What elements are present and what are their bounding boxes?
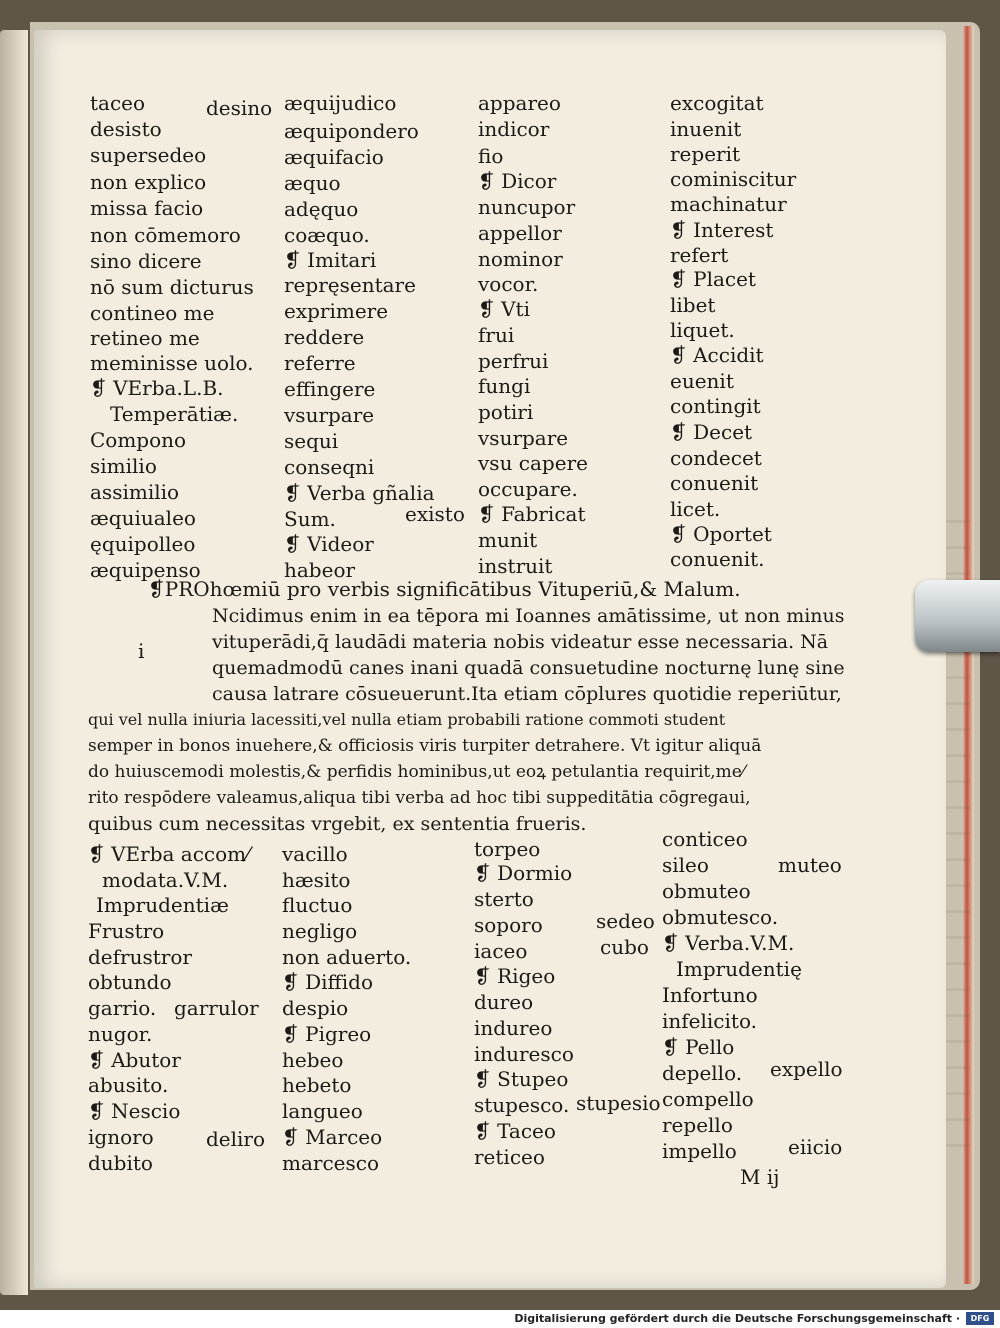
section-title: ❡PROhœmiū pro verbis significātibus Vituperiū,& Malum. xyxy=(148,577,741,601)
text-line: missa facio xyxy=(90,196,204,220)
text-line: contineo me xyxy=(90,301,215,325)
text-line: fio xyxy=(478,144,504,168)
text-line: vsurpare xyxy=(284,403,375,427)
text-line: licet. xyxy=(670,497,721,521)
text-line: torpeo xyxy=(474,837,541,861)
text-line: excogitat xyxy=(670,91,764,115)
text-line: occupare. xyxy=(478,477,578,501)
text-line: nominor xyxy=(478,247,563,271)
text-line: hebeto xyxy=(282,1073,352,1097)
text-line: munit xyxy=(478,528,538,552)
text-line: conticeo xyxy=(662,827,748,851)
text-line: non cōmemoro xyxy=(90,223,241,247)
text-line: cubo xyxy=(600,935,649,959)
text-line: Compono xyxy=(90,428,187,452)
prose-line: semper in bonos inuehere,& officiosis viris turpiter detrahere. Vt igitur aliquā xyxy=(88,736,762,756)
text-line: negligo xyxy=(282,919,358,943)
text-line: machinatur xyxy=(670,192,787,216)
text-line: Imprudentię xyxy=(676,957,802,981)
prose-line: quemadmodū canes inani quadā consuetudine nocturnę lunę sine xyxy=(212,657,845,679)
text-line: obtundo xyxy=(88,970,172,994)
text-line: hebeo xyxy=(282,1048,344,1072)
footer-bar xyxy=(0,1310,1000,1328)
text-line: Sum. xyxy=(284,507,336,531)
text-line: ❡ Pigreo xyxy=(282,1022,372,1046)
text-line: taceo xyxy=(90,91,146,115)
text-line: habeor xyxy=(284,558,356,582)
text-line: Temperātiæ. xyxy=(110,402,239,426)
text-line: æquipondero xyxy=(284,119,419,143)
text-line: ❡ Imitari xyxy=(284,248,377,272)
text-line: muteo xyxy=(778,853,842,877)
text-line: perfrui xyxy=(478,349,549,373)
text-line: liquet. xyxy=(670,318,735,342)
text-line: assimilio xyxy=(90,480,180,504)
text-line: vocor. xyxy=(478,272,539,296)
text-line: non explico xyxy=(90,170,207,194)
text-line: exprimere xyxy=(284,299,389,323)
prose-line: Ncidimus enim in ea tēpora mi Ioannes amātissime, ut non minus xyxy=(212,605,845,627)
text-line: obmuteo xyxy=(662,879,751,903)
text-line: vacillo xyxy=(282,842,348,866)
text-line: effingere xyxy=(284,377,376,401)
text-line: ❡ Decet xyxy=(670,420,753,444)
text-line: æquiualeo xyxy=(90,506,196,530)
text-line: nō sum dicturus xyxy=(90,275,254,299)
text-line: æquipenso xyxy=(90,558,201,582)
text-line: ❡ Verba.V.M. xyxy=(662,931,795,955)
text-line: æquo xyxy=(284,171,341,195)
text-line: ❡ Pello xyxy=(662,1035,735,1059)
text-line: impello xyxy=(662,1139,737,1163)
text-line: depello. xyxy=(662,1061,743,1085)
text-line: reddere xyxy=(284,325,365,349)
text-line: abusito. xyxy=(88,1073,169,1097)
text-line: deliro xyxy=(206,1127,266,1151)
text-line: Frustro xyxy=(88,919,165,943)
text-line: desino xyxy=(206,96,273,120)
text-line: ❡ Fabricat xyxy=(478,502,586,526)
text-line: euenit xyxy=(670,369,734,393)
text-line: ❡ Dormio xyxy=(474,861,573,885)
text-line: expello xyxy=(770,1057,843,1081)
text-line: defrustror xyxy=(88,945,192,969)
text-line: infelicito. xyxy=(662,1009,757,1033)
text-line: potiri xyxy=(478,400,534,424)
text-line: appellor xyxy=(478,221,562,245)
text-line: coæquo. xyxy=(284,223,370,247)
text-line: ❡ VErba accom⁄ xyxy=(88,842,250,866)
prose-line: rito respōdere valeamus,aliqua tibi verba ad hoc tibi suppeditātia cōgregaui, xyxy=(88,788,751,808)
text-line: adęquo xyxy=(284,197,359,221)
text-line: langueo xyxy=(282,1099,363,1123)
text-line: ❡ Videor xyxy=(284,532,374,556)
text-line: indicor xyxy=(478,117,550,141)
text-line: sterto xyxy=(474,887,534,911)
text-line: garrio. xyxy=(88,996,157,1020)
text-line: ❡ Stupeo xyxy=(474,1067,569,1091)
text-line: nugor. xyxy=(88,1022,153,1046)
text-line: frui xyxy=(478,323,515,347)
text-line: repręsentare xyxy=(284,273,416,297)
text-line: stupesco. xyxy=(474,1093,570,1117)
text-line: similio xyxy=(90,454,157,478)
text-line: existo xyxy=(405,502,465,526)
text-line: appareo xyxy=(478,91,561,115)
text-line: obmutesco. xyxy=(662,905,779,929)
text-line: cominiscitur xyxy=(670,167,797,191)
text-line: supersedeo xyxy=(90,143,207,167)
text-line: conuenit. xyxy=(670,547,765,571)
text-line: hæsito xyxy=(282,868,351,892)
text-line: vsurpare xyxy=(478,426,569,450)
text-line: ❡ Diffido xyxy=(282,970,373,994)
text-line: dubito xyxy=(88,1151,153,1175)
text-line: referre xyxy=(284,351,356,375)
initial-letter: i xyxy=(138,639,145,663)
text-line: nuncupor xyxy=(478,195,576,219)
text-line: æquifacio xyxy=(284,145,384,169)
text-line: sedeo xyxy=(596,909,655,933)
text-line: ❡ Abutor xyxy=(88,1048,181,1072)
text-line: compello xyxy=(662,1087,754,1111)
text-line: induresco xyxy=(474,1042,574,1066)
text-line: conseqni xyxy=(284,455,375,479)
text-line: contingit xyxy=(670,394,761,418)
text-line: conuenit xyxy=(670,471,759,495)
text-line: ❡ Vti xyxy=(478,297,530,321)
text-line: iaceo xyxy=(474,939,528,963)
text-line: ❡ Marceo xyxy=(282,1125,383,1149)
text-line: despio xyxy=(282,996,349,1020)
text-line: sino dicere xyxy=(90,249,202,273)
text-line: non aduerto. xyxy=(282,945,412,969)
text-line: reperit xyxy=(670,142,741,166)
text-line: meminisse uolo. xyxy=(90,351,254,375)
funding-credit: Digitalisierung gefördert durch die Deutsche Forschungsgemeinschaft · xyxy=(514,1312,960,1325)
text-line: æquijudico xyxy=(284,91,397,115)
text-line: indureo xyxy=(474,1016,553,1040)
prose-line: causa latrare cōsueuerunt.Ita etiam cōplures quotidie reperiūtur, xyxy=(212,683,842,705)
text-line: ❡ Nescio xyxy=(88,1099,181,1123)
text-line: condecet xyxy=(670,446,762,470)
text-line: refert xyxy=(670,243,729,267)
text-line: ignoro xyxy=(88,1125,154,1149)
text-line: marcesco xyxy=(282,1151,379,1175)
text-line: retineo me xyxy=(90,326,200,350)
text-line: Infortuno xyxy=(662,983,758,1007)
text-line: sequi xyxy=(284,429,339,453)
text-line: vsu capere xyxy=(478,451,588,475)
text-line: soporo xyxy=(474,913,543,937)
prose-line: quibus cum necessitas vrgebit, ex sententia frueris. xyxy=(88,813,587,835)
signature-mark: M ij xyxy=(740,1165,780,1189)
text-line: garrulor xyxy=(174,996,259,1020)
text-line: ❡ Accidit xyxy=(670,343,764,367)
text-line: Imprudentiæ xyxy=(96,893,229,917)
text-line: reticeo xyxy=(474,1145,545,1169)
text-line: libet xyxy=(670,293,716,317)
text-line: fungi xyxy=(478,374,531,398)
text-line: repello xyxy=(662,1113,733,1137)
text-line: ❡ Placet xyxy=(670,267,756,291)
metal-clasp xyxy=(915,580,1000,652)
text-line: ❡ Verba gñalia xyxy=(284,481,435,505)
text-line: modata.V.M. xyxy=(102,868,229,892)
text-line: sileo xyxy=(662,853,709,877)
text-line: dureo xyxy=(474,990,534,1014)
text-line: inuenit xyxy=(670,117,742,141)
text-line: ❡ Dicor xyxy=(478,169,557,193)
text-line: instruit xyxy=(478,554,553,578)
text-line: eiicio xyxy=(788,1135,843,1159)
prose-line: vituperādi,q̄ laudādi materia nobis videatur esse necessaria. Nā xyxy=(212,631,829,653)
text-line: ęquipolleo xyxy=(90,532,196,556)
dfg-logo: DFG xyxy=(966,1312,994,1325)
text-line: ❡ Rigeo xyxy=(474,964,556,988)
text-line: stupesio xyxy=(576,1091,661,1115)
text-line: ❡ Oportet xyxy=(670,522,772,546)
left-page-edge xyxy=(0,30,28,1295)
text-line: desisto xyxy=(90,117,162,141)
text-line: ❡ Taceo xyxy=(474,1119,556,1143)
text-line: fluctuo xyxy=(282,893,353,917)
prose-line: qui vel nulla iniuria lacessiti,vel nulla etiam probabili ratione commoti student xyxy=(88,710,726,729)
text-line: ❡ VErba.L.B. xyxy=(90,376,224,400)
text-line: ❡ Interest xyxy=(670,218,774,242)
prose-line: do huiuscemodi molestis,& perfidis hominibus,ut eoꝝ petulantia requirit,me⁄ xyxy=(88,762,745,782)
